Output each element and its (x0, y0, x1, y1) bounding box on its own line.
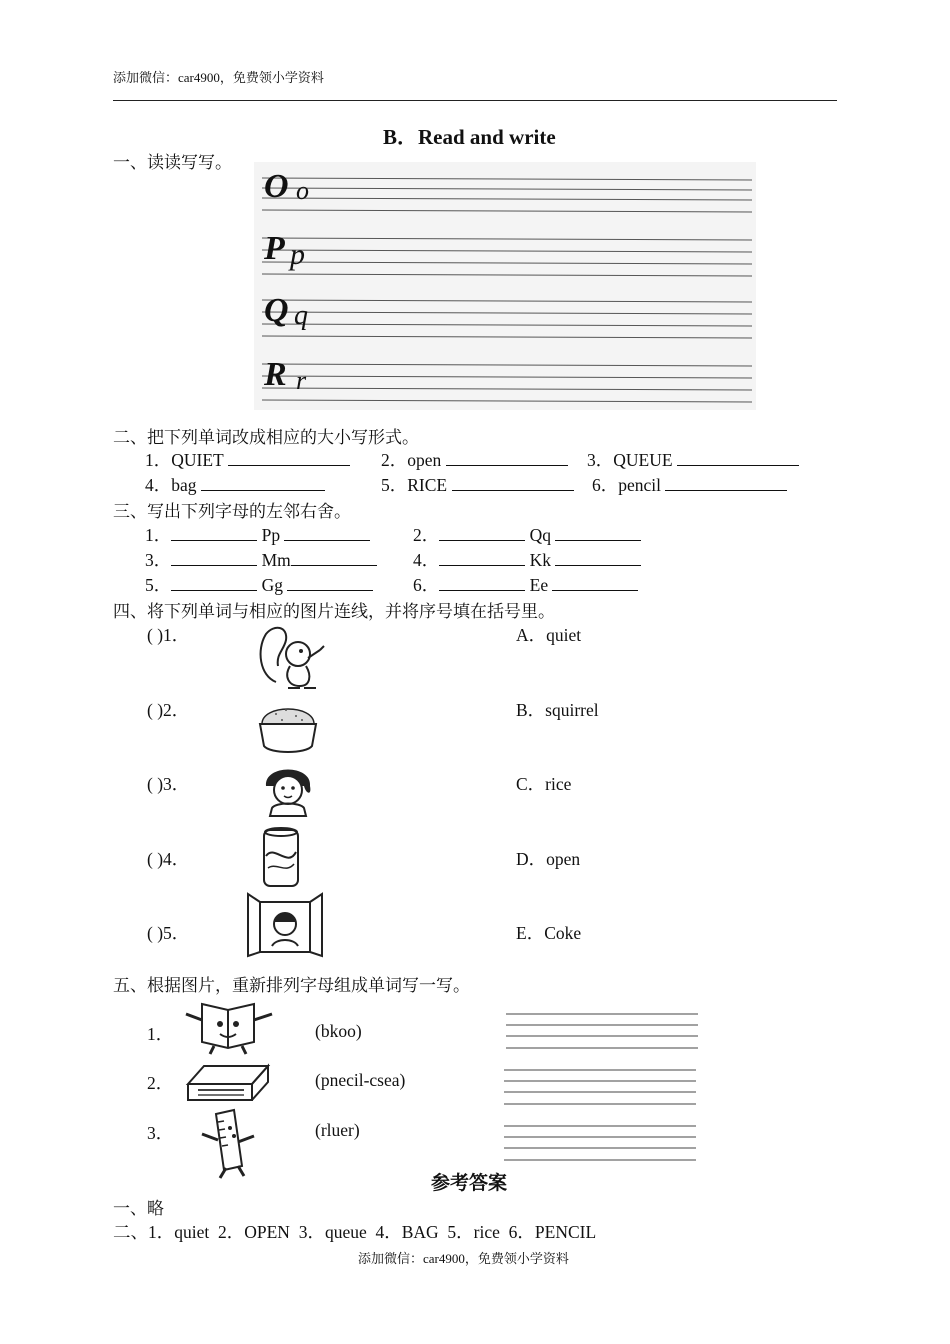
s4-option-b: B．squirrel (516, 700, 599, 720)
s3-num-4: 4． (413, 550, 440, 570)
s4-option-d: D．open (516, 849, 581, 869)
s2-num-3: 3． (587, 450, 614, 470)
s5-scramble-2: (pnecil-csea) (315, 1070, 406, 1090)
handwriting-practice-area (254, 162, 756, 410)
header-divider (113, 100, 837, 101)
section5-heading: 五、根据图片，重新排列字母组成单词写一写。 (113, 976, 470, 996)
letter-lower-p: p (290, 238, 305, 271)
s3-num-5: 5． (145, 575, 172, 595)
s3-num-6: 6． (413, 575, 440, 595)
s2-word-1: QUIET (171, 450, 224, 470)
s4-paren-1[interactable]: ( )1． (147, 625, 190, 645)
answers-line-2: 二、1．quiet 2．OPEN 3．queue 4．BAG 5．rice 6．PENCIL (113, 1222, 597, 1242)
s4-option-e: E．Coke (516, 923, 582, 943)
s2-word-4: bag (171, 475, 197, 495)
letter-lower-o: o (296, 176, 309, 205)
s3-left-blank-6[interactable] (439, 576, 525, 591)
rice-bowl-picture (256, 694, 320, 756)
section1-heading: 一、读读写写。 (113, 153, 232, 173)
s3-letter-5: Gg (261, 575, 284, 595)
squirrel-picture (254, 620, 330, 692)
s2-num-1: 1． (145, 450, 172, 470)
letter-lower-r: r (296, 366, 307, 395)
s3-item-5 (145, 572, 373, 597)
s4-paren-2[interactable]: ( )2． (147, 700, 190, 720)
coke-can-picture (258, 824, 304, 890)
s3-letter-1: Pp (261, 525, 281, 545)
s4-paren-4[interactable]: ( )4． (147, 849, 190, 869)
s3-left-blank-1[interactable] (171, 526, 257, 541)
letter-upper-r: R (264, 356, 287, 393)
s2-item-2 (381, 447, 568, 472)
s3-right-blank-2[interactable] (555, 526, 641, 541)
s2-answer-blank-2[interactable] (446, 451, 568, 466)
s3-letter-6: Ee (529, 575, 549, 595)
answers-line-1: 一、略 (113, 1199, 164, 1219)
s5-scramble-1: (bkoo) (315, 1021, 362, 1041)
s2-num-5: 5． (381, 475, 408, 495)
s3-letter-2: Qq (529, 525, 552, 545)
section4-heading: 四、将下列单词与相应的图片连线，并将序号填在括号里。 (113, 602, 555, 622)
s2-item-1 (145, 447, 350, 472)
open-window-picture (246, 892, 324, 958)
thinking-girl-picture (258, 758, 318, 820)
s2-num-6: 6． (592, 475, 619, 495)
s3-right-blank-4[interactable] (555, 551, 641, 566)
s2-answer-blank-6[interactable] (665, 476, 787, 491)
ruler-picture (196, 1108, 260, 1180)
s5-num-3: 3． (147, 1123, 174, 1143)
s5-num-1: 1． (147, 1024, 174, 1044)
s2-answer-blank-4[interactable] (201, 476, 325, 491)
s3-left-blank-4[interactable] (439, 551, 525, 566)
s3-left-blank-5[interactable] (171, 576, 257, 591)
letter-upper-o: O (264, 168, 289, 205)
s2-word-6: pencil (618, 475, 662, 495)
s3-right-blank-6[interactable] (552, 576, 638, 591)
s3-item-2 (413, 522, 641, 547)
page-footer: 添加微信：car4900，免费领小学资料 (358, 1251, 569, 1266)
s3-num-2: 2． (413, 525, 440, 545)
s2-answer-blank-3[interactable] (677, 451, 799, 466)
s2-num-2: 2． (381, 450, 408, 470)
letter-upper-q: Q (264, 292, 289, 329)
s3-letter-3: Mm (261, 550, 291, 570)
s2-num-4: 4． (145, 475, 172, 495)
letter-upper-p: P (264, 230, 285, 267)
s3-letter-4: Kk (529, 550, 552, 570)
s2-item-4 (145, 472, 325, 497)
s3-left-blank-2[interactable] (439, 526, 525, 541)
s3-item-3 (145, 547, 377, 572)
pencil-case-picture (184, 1060, 272, 1106)
s5-writing-lines[interactable] (500, 1008, 702, 1168)
s3-right-blank-1[interactable] (284, 526, 370, 541)
answers-title: 参考答案 (431, 1172, 508, 1194)
section3-heading: 三、写出下列字母的左邻右舍。 (113, 502, 351, 522)
s3-item-6 (413, 572, 638, 597)
s2-answer-blank-5[interactable] (452, 476, 574, 491)
s2-item-5 (381, 472, 574, 497)
s4-option-c: C．rice (516, 774, 572, 794)
letter-lower-q: q (294, 300, 308, 331)
s3-right-blank-5[interactable] (287, 576, 373, 591)
s5-scramble-3: (rluer) (315, 1120, 360, 1140)
s2-item-6 (592, 472, 787, 497)
s2-word-3: QUEUE (613, 450, 673, 470)
page-title: B．Read and write (383, 125, 556, 149)
s3-left-blank-3[interactable] (171, 551, 257, 566)
s2-item-3 (587, 447, 799, 472)
book-picture (182, 996, 276, 1056)
s3-item-1 (145, 522, 370, 547)
s3-item-4 (413, 547, 641, 572)
s5-num-2: 2． (147, 1073, 174, 1093)
s2-word-5: RICE (407, 475, 448, 495)
s4-paren-5[interactable]: ( )5． (147, 923, 190, 943)
s3-num-3: 3． (145, 550, 172, 570)
s4-paren-3[interactable]: ( )3． (147, 774, 190, 794)
s4-option-a: A．quiet (516, 625, 582, 645)
s2-answer-blank-1[interactable] (228, 451, 350, 466)
page-header: 添加微信：car4900，免费领小学资料 (113, 70, 324, 85)
s3-num-1: 1． (145, 525, 172, 545)
section2-heading: 二、把下列单词改成相应的大小写形式。 (113, 428, 419, 448)
s3-right-blank-3[interactable] (291, 551, 377, 566)
s2-word-2: open (407, 450, 442, 470)
handwriting-lines (254, 162, 756, 410)
